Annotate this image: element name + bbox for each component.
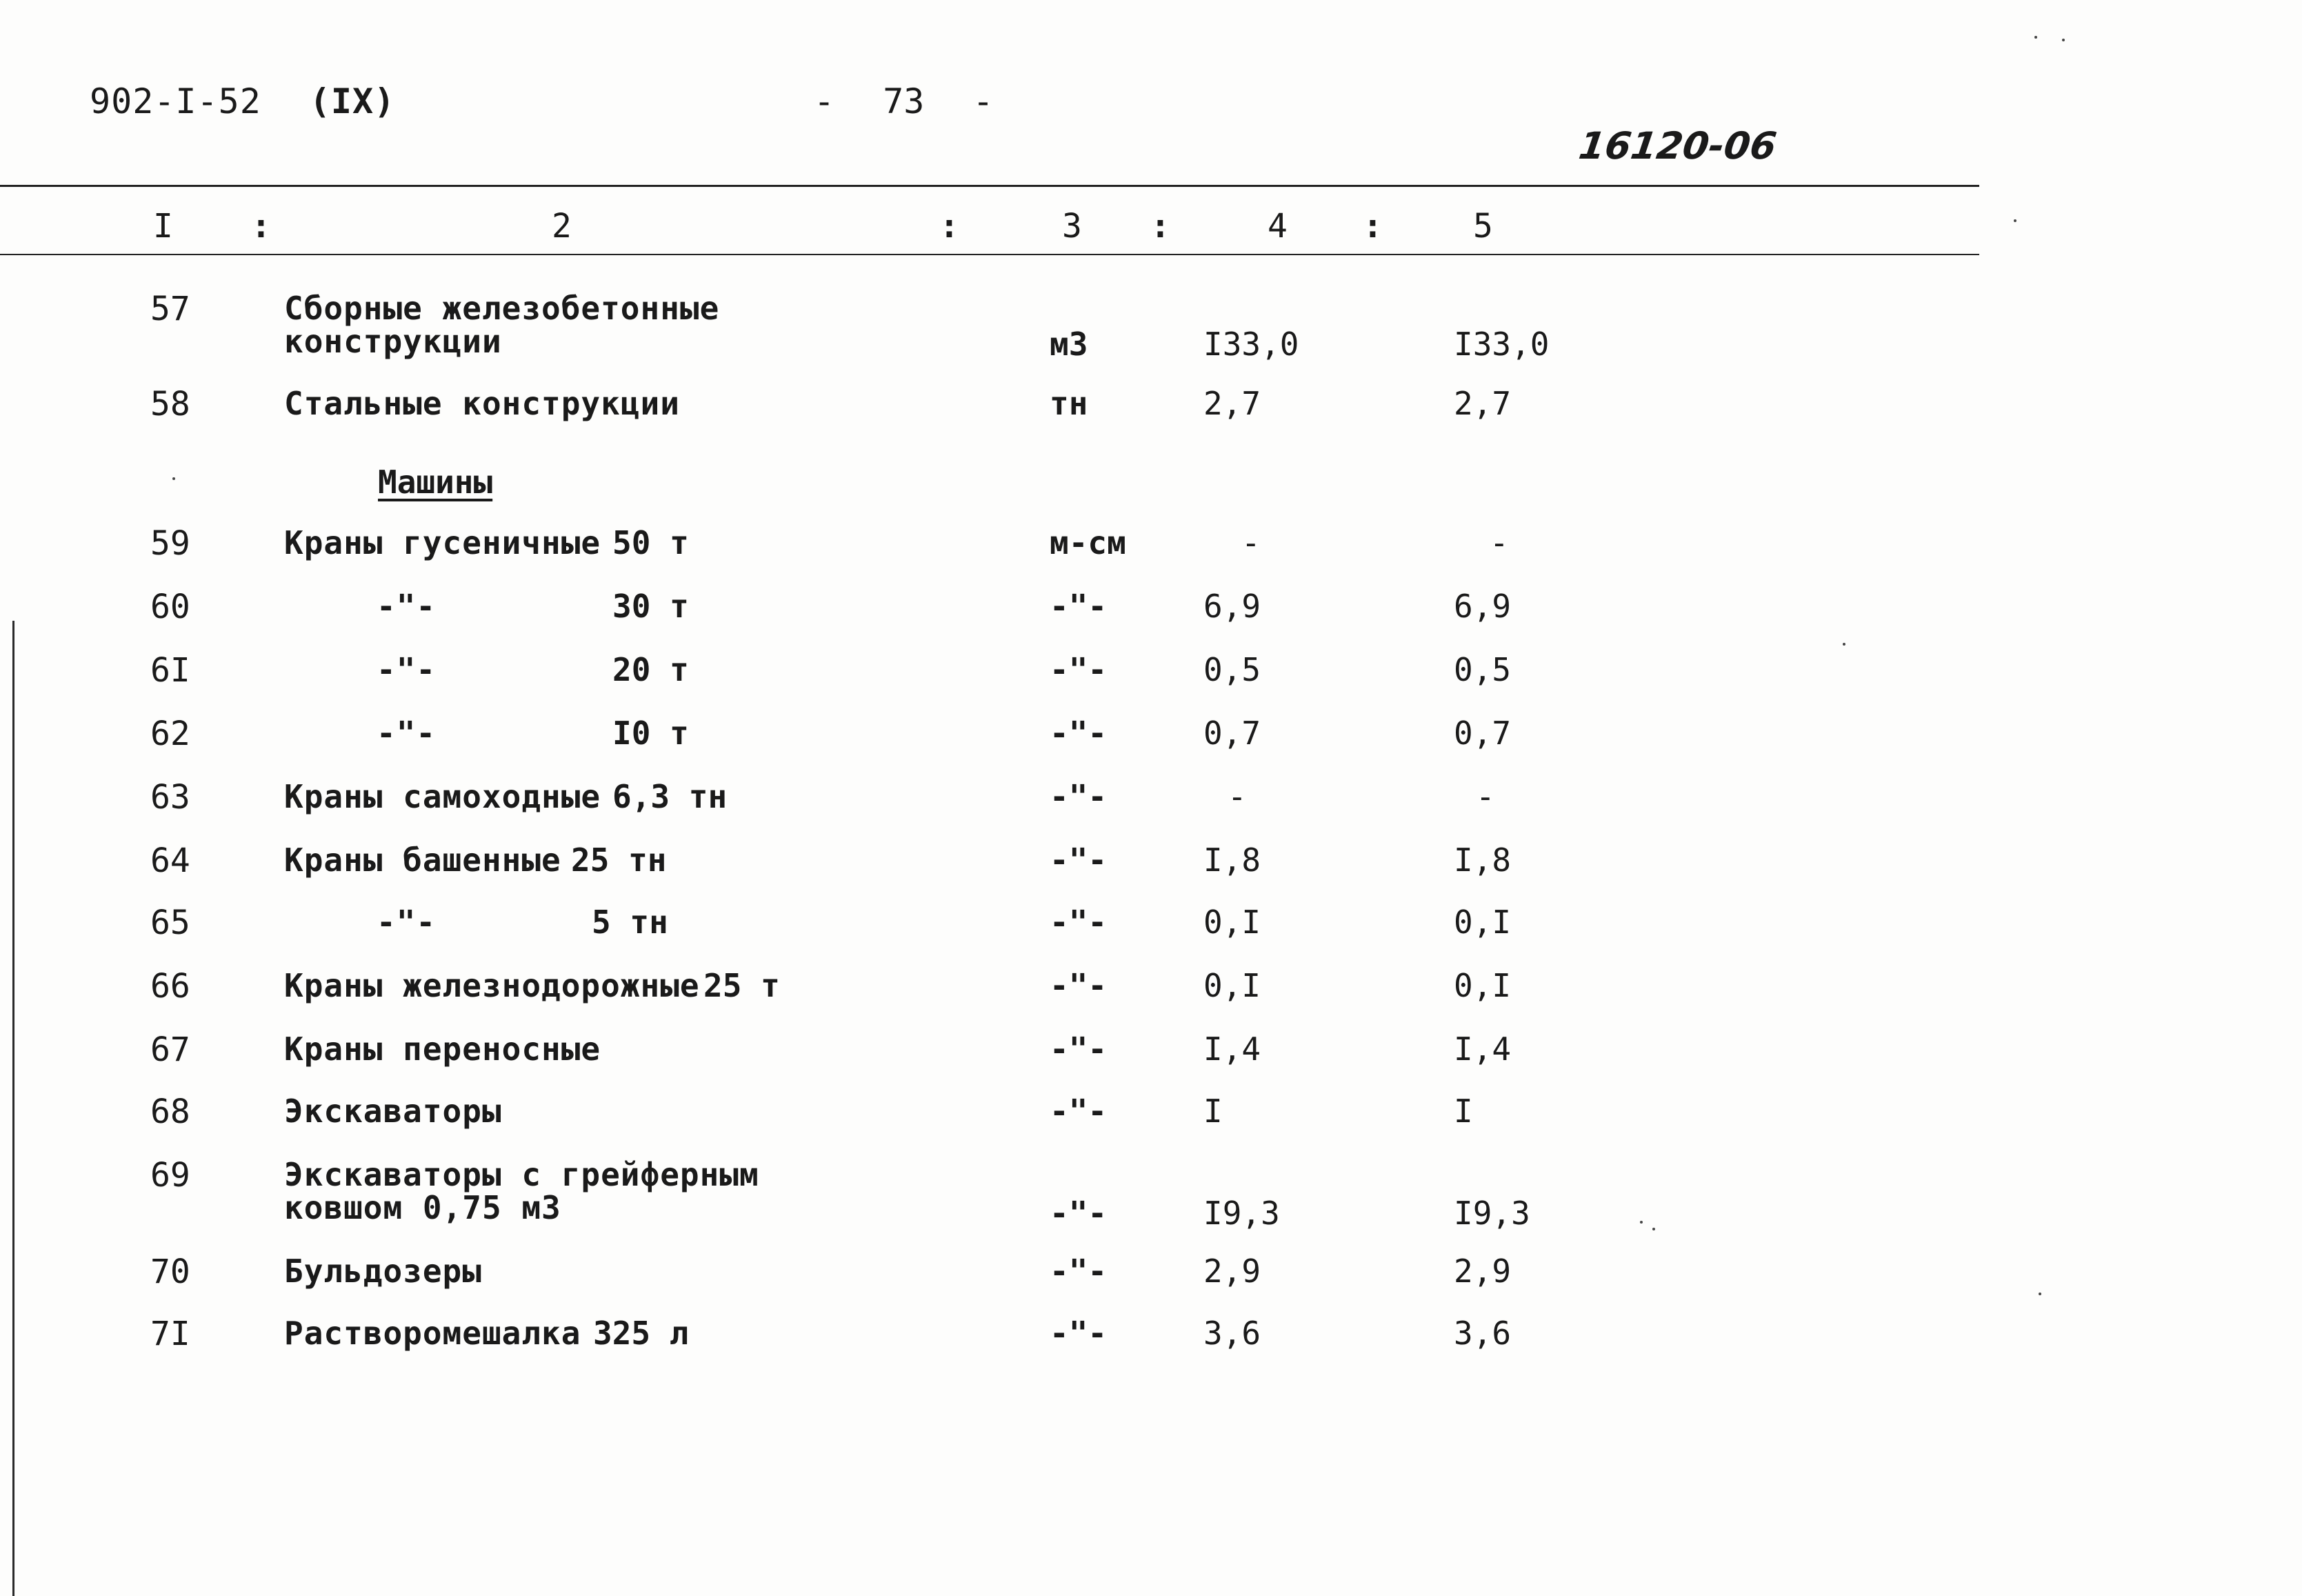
row-unit: -"- [1050,967,1108,1004]
row-capacity: 50 т [612,524,689,561]
row-value-col5: I,4 [1454,1030,1512,1068]
row-value-col4: I [1203,1093,1223,1130]
row-value-col4: 2,7 [1203,385,1261,422]
page-number: - 73 - [814,81,994,121]
row-unit: м-см [1050,524,1126,561]
scan-edge-line [12,621,14,1596]
row-capacity: 20 т [612,651,689,688]
row-value-col4: 3,6 [1203,1315,1261,1352]
row-unit: -"- [1050,1195,1108,1232]
row-value-col5: 6,9 [1454,588,1512,625]
row-number: 67 [150,1030,190,1069]
row-value-col4: I9,3 [1203,1195,1280,1232]
row-number: 58 [150,385,190,423]
row-capacity: 25 т [703,967,780,1004]
row-name-line1: Сборные железобетонные [284,290,720,327]
scan-speck [2039,1293,2041,1295]
row-unit: -"- [1050,1093,1108,1130]
row-name: Краны переносные [284,1030,601,1068]
row-value-col4: 0,7 [1203,715,1261,752]
scan-speck [1652,1228,1655,1230]
row-number: 69 [150,1156,190,1195]
row-number: 68 [150,1093,190,1131]
row-name: Краны гусеничные [284,524,601,561]
row-name: -"- [377,904,437,941]
row-value-col4: I,4 [1203,1030,1261,1068]
scan-speck [172,477,175,480]
doc-ref-number: 902-I-52 [90,81,261,121]
row-value-col5: 0,I [1454,967,1512,1004]
row-unit: м3 [1050,326,1088,363]
column-header-5: 5 [1473,207,1493,246]
table-top-rule [0,185,1979,187]
row-value-col5: I9,3 [1454,1195,1530,1232]
row-value-col5: 0,I [1454,904,1512,941]
row-name-line2: конструкции [284,323,502,360]
row-number: 62 [150,715,190,753]
column-header-1: I [153,207,173,246]
row-name [284,290,719,360]
row-value-col4: 6,9 [1203,588,1261,625]
row-value-col5: 2,7 [1454,385,1512,422]
row-name-line1: Экскаваторы с грейферным [284,1156,759,1193]
column-header-3: 3 [1062,207,1082,246]
row-value-col4: 2,9 [1203,1253,1261,1290]
row-name: -"- [377,651,437,688]
column-separator: : [1363,207,1383,246]
row-name [284,1156,759,1226]
row-value-col5: I33,0 [1454,326,1550,363]
row-unit: -"- [1050,651,1108,688]
row-value-col4: - [1241,524,1261,561]
row-value-col4: 0,5 [1203,651,1261,688]
row-number: 65 [150,904,190,942]
row-capacity: 6,3 тн [612,778,728,815]
column-separator: : [1150,207,1170,246]
row-name: Краны башенные [284,841,561,879]
row-name: Стальные конструкции [284,385,680,422]
section-title-machines: Машины [378,463,493,501]
row-name-line2: ковшом 0,75 м3 [284,1189,561,1226]
column-separator: : [251,207,271,246]
row-unit: -"- [1050,715,1108,752]
row-unit: -"- [1050,841,1108,879]
column-separator: : [939,207,959,246]
row-capacity: 30 т [612,588,689,625]
row-value-col5: - [1490,524,1509,561]
row-value-col4: I33,0 [1203,326,1299,363]
row-capacity: 5 тн [592,904,668,941]
row-number: 6I [150,651,190,690]
doc-part: (IX) [309,81,396,121]
row-value-col5: I [1454,1093,1473,1130]
row-unit: -"- [1050,1315,1108,1352]
row-name: -"- [377,715,437,752]
row-capacity: 325 л [593,1315,689,1352]
column-header-2: 2 [552,207,572,246]
row-number: 64 [150,841,190,880]
row-unit: -"- [1050,778,1108,815]
row-value-col5: 0,5 [1454,651,1512,688]
row-number: 59 [150,524,190,563]
row-value-col5: 0,7 [1454,715,1512,752]
row-unit: -"- [1050,1030,1108,1068]
row-capacity: I0 т [612,715,689,752]
scan-speck [2014,219,2016,222]
row-name: Краны самоходные [284,778,601,815]
row-unit: -"- [1050,904,1108,941]
row-name: Растворомешалка [284,1315,581,1352]
row-unit: -"- [1050,1253,1108,1290]
row-name: Экскаваторы [284,1093,502,1130]
scan-speck [1640,1221,1643,1224]
row-number: 60 [150,588,190,626]
row-value-col4: 0,I [1203,967,1261,1004]
row-name: -"- [377,588,437,625]
row-unit: тн [1050,385,1088,422]
row-number: 63 [150,778,190,817]
scan-speck [2034,36,2037,39]
row-number: 7I [150,1315,190,1353]
row-value-col5: 3,6 [1454,1315,1512,1352]
scan-speck [2062,39,2065,41]
row-value-col5: - [1476,778,1495,815]
row-value-col5: 2,9 [1454,1253,1512,1290]
row-value-col4: 0,I [1203,904,1261,941]
row-number: 70 [150,1253,190,1291]
row-name: Бульдозеры [284,1253,482,1290]
scan-speck [1843,643,1845,646]
doc-code-handwritten: 16120-06 [1576,124,1779,168]
row-value-col4: I,8 [1203,841,1261,879]
doc-reference [90,81,395,121]
row-unit: -"- [1050,588,1108,625]
row-value-col5: I,8 [1454,841,1512,879]
row-number: 66 [150,967,190,1006]
table-header-rule [0,254,1979,255]
row-value-col4: - [1228,778,1247,815]
row-number: 57 [150,290,190,328]
row-name: Краны железнодорожные [284,967,700,1004]
column-header-4: 4 [1268,207,1288,246]
row-capacity: 25 тн [571,841,667,879]
